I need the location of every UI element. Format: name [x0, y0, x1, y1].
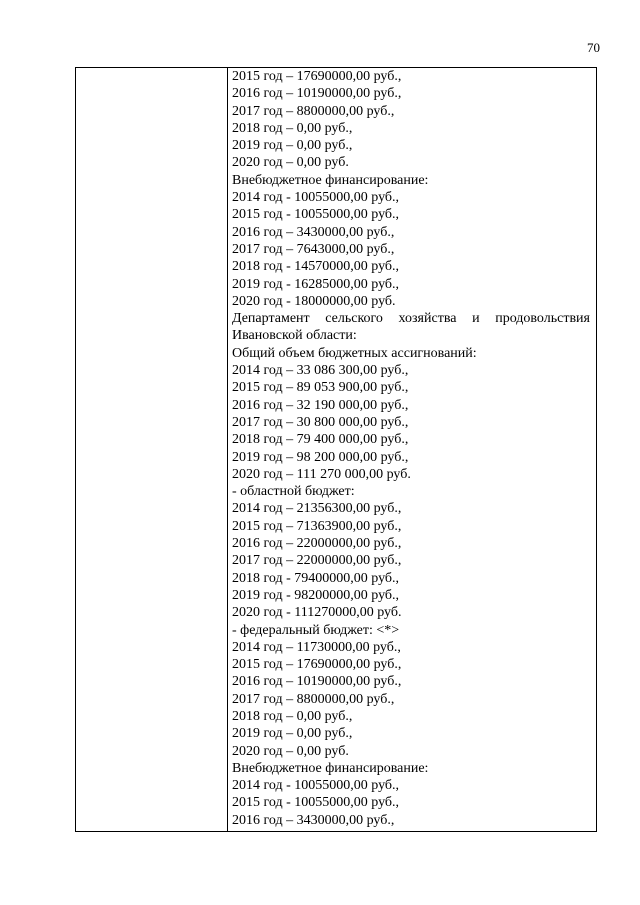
text-line: 2015 год - 10055000,00 руб.,: [232, 795, 400, 811]
text-line: 2020 год - 18000000,00 руб.: [232, 293, 396, 309]
text-line: Внебюджетное финансирование:: [232, 172, 429, 188]
text-line: 2019 год - 16285000,00 руб.,: [232, 276, 400, 292]
column-divider: [227, 68, 228, 831]
text-line: 2017 год – 7643000,00 руб.,: [232, 241, 395, 257]
text-line: 2015 год – 17690000,00 руб.,: [232, 657, 402, 673]
text-line: 2014 год – 21356300,00 руб.,: [232, 501, 402, 517]
text-line: 2019 год – 0,00 руб.,: [232, 726, 353, 742]
text-line: 2015 год – 71363900,00 руб.,: [232, 518, 402, 534]
right-cell: [232, 68, 590, 829]
text-line: 2018 год – 79 400 000,00 руб.,: [232, 432, 409, 448]
text-line: 2018 год – 0,00 руб.,: [232, 708, 353, 724]
text-line: 2017 год – 22000000,00 руб.,: [232, 553, 402, 569]
text-line: Внебюджетное финансирование:: [232, 760, 429, 776]
text-line: 2016 год – 3430000,00 руб.,: [232, 812, 395, 828]
text-line: 2018 год - 14570000,00 руб.,: [232, 259, 400, 275]
text-line: 2016 год – 10190000,00 руб.,: [232, 674, 402, 690]
text-line: 2014 год – 11730000,00 руб.,: [232, 639, 401, 655]
text-line: 2017 год – 30 800 000,00 руб.,: [232, 414, 409, 430]
text-line: 2020 год – 111 270 000,00 руб.: [232, 466, 411, 482]
text-line: 2015 год – 17690000,00 руб.,: [232, 69, 402, 84]
text-line: 2017 год – 8800000,00 руб.,: [232, 103, 395, 119]
text-line: 2017 год – 8800000,00 руб.,: [232, 691, 395, 707]
text-line: 2014 год – 33 086 300,00 руб.,: [232, 363, 409, 379]
text-line: 2016 год – 22000000,00 руб.,: [232, 536, 402, 552]
text-line: 2020 год - 111270000,00 руб.: [232, 605, 402, 621]
text-line: 2014 год - 10055000,00 руб.,: [232, 190, 400, 206]
text-line: 2016 год – 32 190 000,00 руб.,: [232, 397, 409, 413]
text-line: 2020 год – 0,00 руб.: [232, 743, 349, 759]
text-line: - федеральный бюджет: <*>: [232, 622, 400, 638]
text-line: 2015 год – 89 053 900,00 руб.,: [232, 380, 409, 396]
text-line: 2018 год - 79400000,00 руб.,: [232, 570, 400, 586]
text-line: 2019 год - 98200000,00 руб.,: [232, 587, 400, 603]
text-line: 2019 год – 98 200 000,00 руб.,: [232, 449, 409, 465]
text-line: 2014 год - 10055000,00 руб.,: [232, 778, 400, 794]
text-line: - областной бюджет:: [232, 484, 355, 500]
text-line: 2018 год – 0,00 руб.,: [232, 120, 353, 136]
text-line: 2015 год - 10055000,00 руб.,: [232, 207, 400, 223]
text-line: 2016 год – 3430000,00 руб.,: [232, 224, 395, 240]
text-line: 2016 год – 10190000,00 руб.,: [232, 86, 402, 102]
text-line: Общий объем бюджетных ассигнований:: [232, 345, 477, 361]
text-line: Ивановской области:: [232, 328, 357, 344]
text-line: Департамент сельского хозяйства и продовольствия: [232, 311, 590, 327]
page-number: 70: [587, 40, 600, 55]
text-line: 2020 год – 0,00 руб.: [232, 155, 349, 171]
financing-table: [75, 67, 597, 832]
text-line: 2019 год – 0,00 руб.,: [232, 138, 353, 154]
